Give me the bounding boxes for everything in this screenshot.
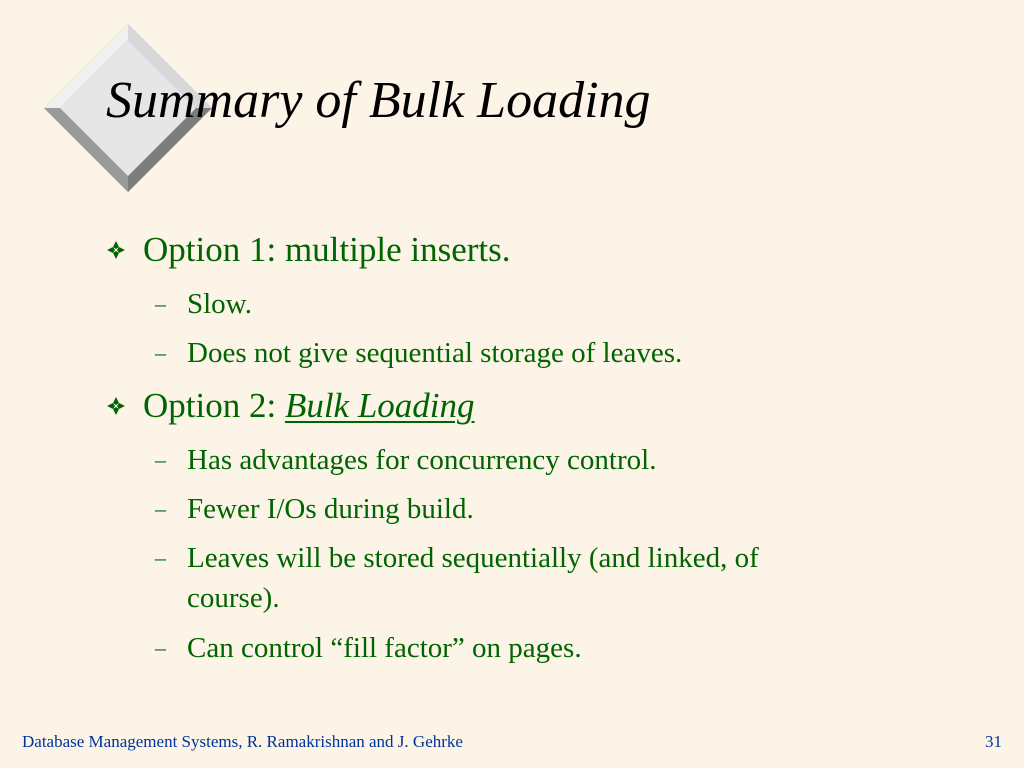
dash-marker: – xyxy=(155,340,166,365)
bullet-text-prefix: Option 2: xyxy=(143,386,285,425)
sub-bullet-text: Has advantages for concurrency control. xyxy=(187,444,657,476)
dash-marker: – xyxy=(155,496,166,521)
dash-marker: – xyxy=(155,635,166,660)
sub-bullet-text: Does not give sequential storage of leaves. xyxy=(187,337,683,369)
slide-title: Summary of Bulk Loading xyxy=(106,72,651,129)
sub-bullet-text: Slow. xyxy=(187,288,252,320)
diamond-bullet-icon xyxy=(106,396,126,416)
bullet-text: Option 1: multiple inserts. xyxy=(143,230,511,269)
sub-bullet-text-line-1: Leaves will be stored sequentially (and linked, of xyxy=(187,542,759,574)
diamond-bullet-icon xyxy=(106,240,126,260)
dash-marker: – xyxy=(155,447,166,472)
bullet-text xyxy=(143,386,475,426)
sub-bullet-text xyxy=(187,538,947,618)
sub-bullet-text: Can control “fill factor” on pages. xyxy=(187,632,582,664)
dash-marker: – xyxy=(155,545,166,570)
bulk-loading-emphasis: Bulk Loading xyxy=(284,386,475,425)
dash-marker: – xyxy=(155,291,166,316)
footer-citation: Database Management Systems, R. Ramakrishnan and J. Gehrke xyxy=(22,732,463,751)
sub-bullet-text-line-2: course). xyxy=(187,582,280,614)
page-number: 31 xyxy=(985,732,1002,751)
sub-bullet-text: Fewer I/Os during build. xyxy=(187,493,474,525)
